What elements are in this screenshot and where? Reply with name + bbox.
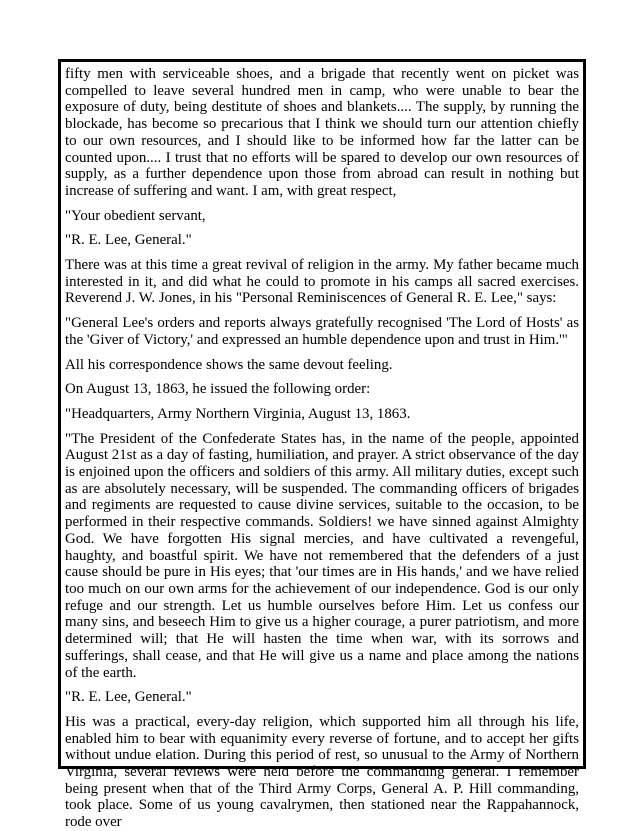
paragraph-headquarters: "Headquarters, Army Northern Virginia, August 13, 1863. <box>65 405 411 422</box>
paragraph-revival: There was at this time a great revival of religion in the army. My father became much interested in it, and did what he could to promote in his camps all sacred exercises. Reverend J. W. Jones, in his "Personal Reminiscences of General R. E. Lee," says: <box>65 257 579 307</box>
paragraph-correspondence: All his correspondence shows the same devout feeling. <box>65 356 393 373</box>
paragraph-letter-body: fifty men with serviceable shoes, and a brigade that recently went on picket was compelled to leave several hundred men in camp, who were unable to bear the exposure of duty, being destitute of shoes and blankets.... The supply, by running the blockade, has become so precarious that I think we should turn our attention chiefly to our own resources, and I should like to be informed how far the latter can be counted upon.... I trust that no efforts will be spared to develop our own resources of supply, as a further dependence upon those from abroad can result in nothing but increase of suffering and want. I am, with great respect, <box>65 66 579 199</box>
paragraph-order-text: "The President of the Confederate States has, in the name of the people, appointed August 21st as a day of fasting, humiliation, and prayer. A strict observance of the day is enjoined upon the officers and soldiers of this army. All military duties, except such as are absolutely necessary, will be suspended. The commanding officers of brigades and regiments are requested to cause divine services, suitable to the occasion, to be performed in their respective commands. Soldiers! we have sinned against Almighty God. We have forgotten His signal mercies, and have cultivated a revengeful, haughty, and boastful spirit. We have not remembered that the defenders of a just cause should be pure in His eyes; that 'our times are in His hands,' and we have relied too much on our own arms for the achievement of our independence. God is our only refuge and our strength. Let us humble ourselves before Him. Let us confess our many sins, and beseech Him to give us a higher courage, a purer patriotism, and more determined will; that He will hasten the time when war, with its sorrows and sufferings, shall cease, and that He will give us a name and place among the nations of the earth. <box>65 430 579 681</box>
page-frame <box>58 59 586 831</box>
paragraph-order-intro: On August 13, 1863, he issued the following order: <box>65 381 371 398</box>
paragraph-signature: "R. E. Lee, General." <box>65 232 192 249</box>
paragraph-religion: His was a practical, every-day religion, which supported him all through his life, enabled him to bear with equanimity every reverse of fortune, and to accept her gifts without undue elation. During this period of rest, so unusual to the Army of Northern Virginia, several reviews were held before the commanding general. I remember being present when that of the Third Army Corps, General A. P. Hill commanding, took place. Some of us young cavalrymen, then stationed near the Rappahannock, rode over <box>65 713 579 831</box>
paragraph-jones-quote: "General Lee's orders and reports always gratefully recognised 'The Lord of Hosts' as the 'Giver of Victory,' and expressed an humble dependence upon and trust in Him.'" <box>65 315 579 348</box>
paragraph-closing-servant: "Your obedient servant, <box>65 207 206 224</box>
paragraph-order-signature: "R. E. Lee, General." <box>65 689 192 706</box>
